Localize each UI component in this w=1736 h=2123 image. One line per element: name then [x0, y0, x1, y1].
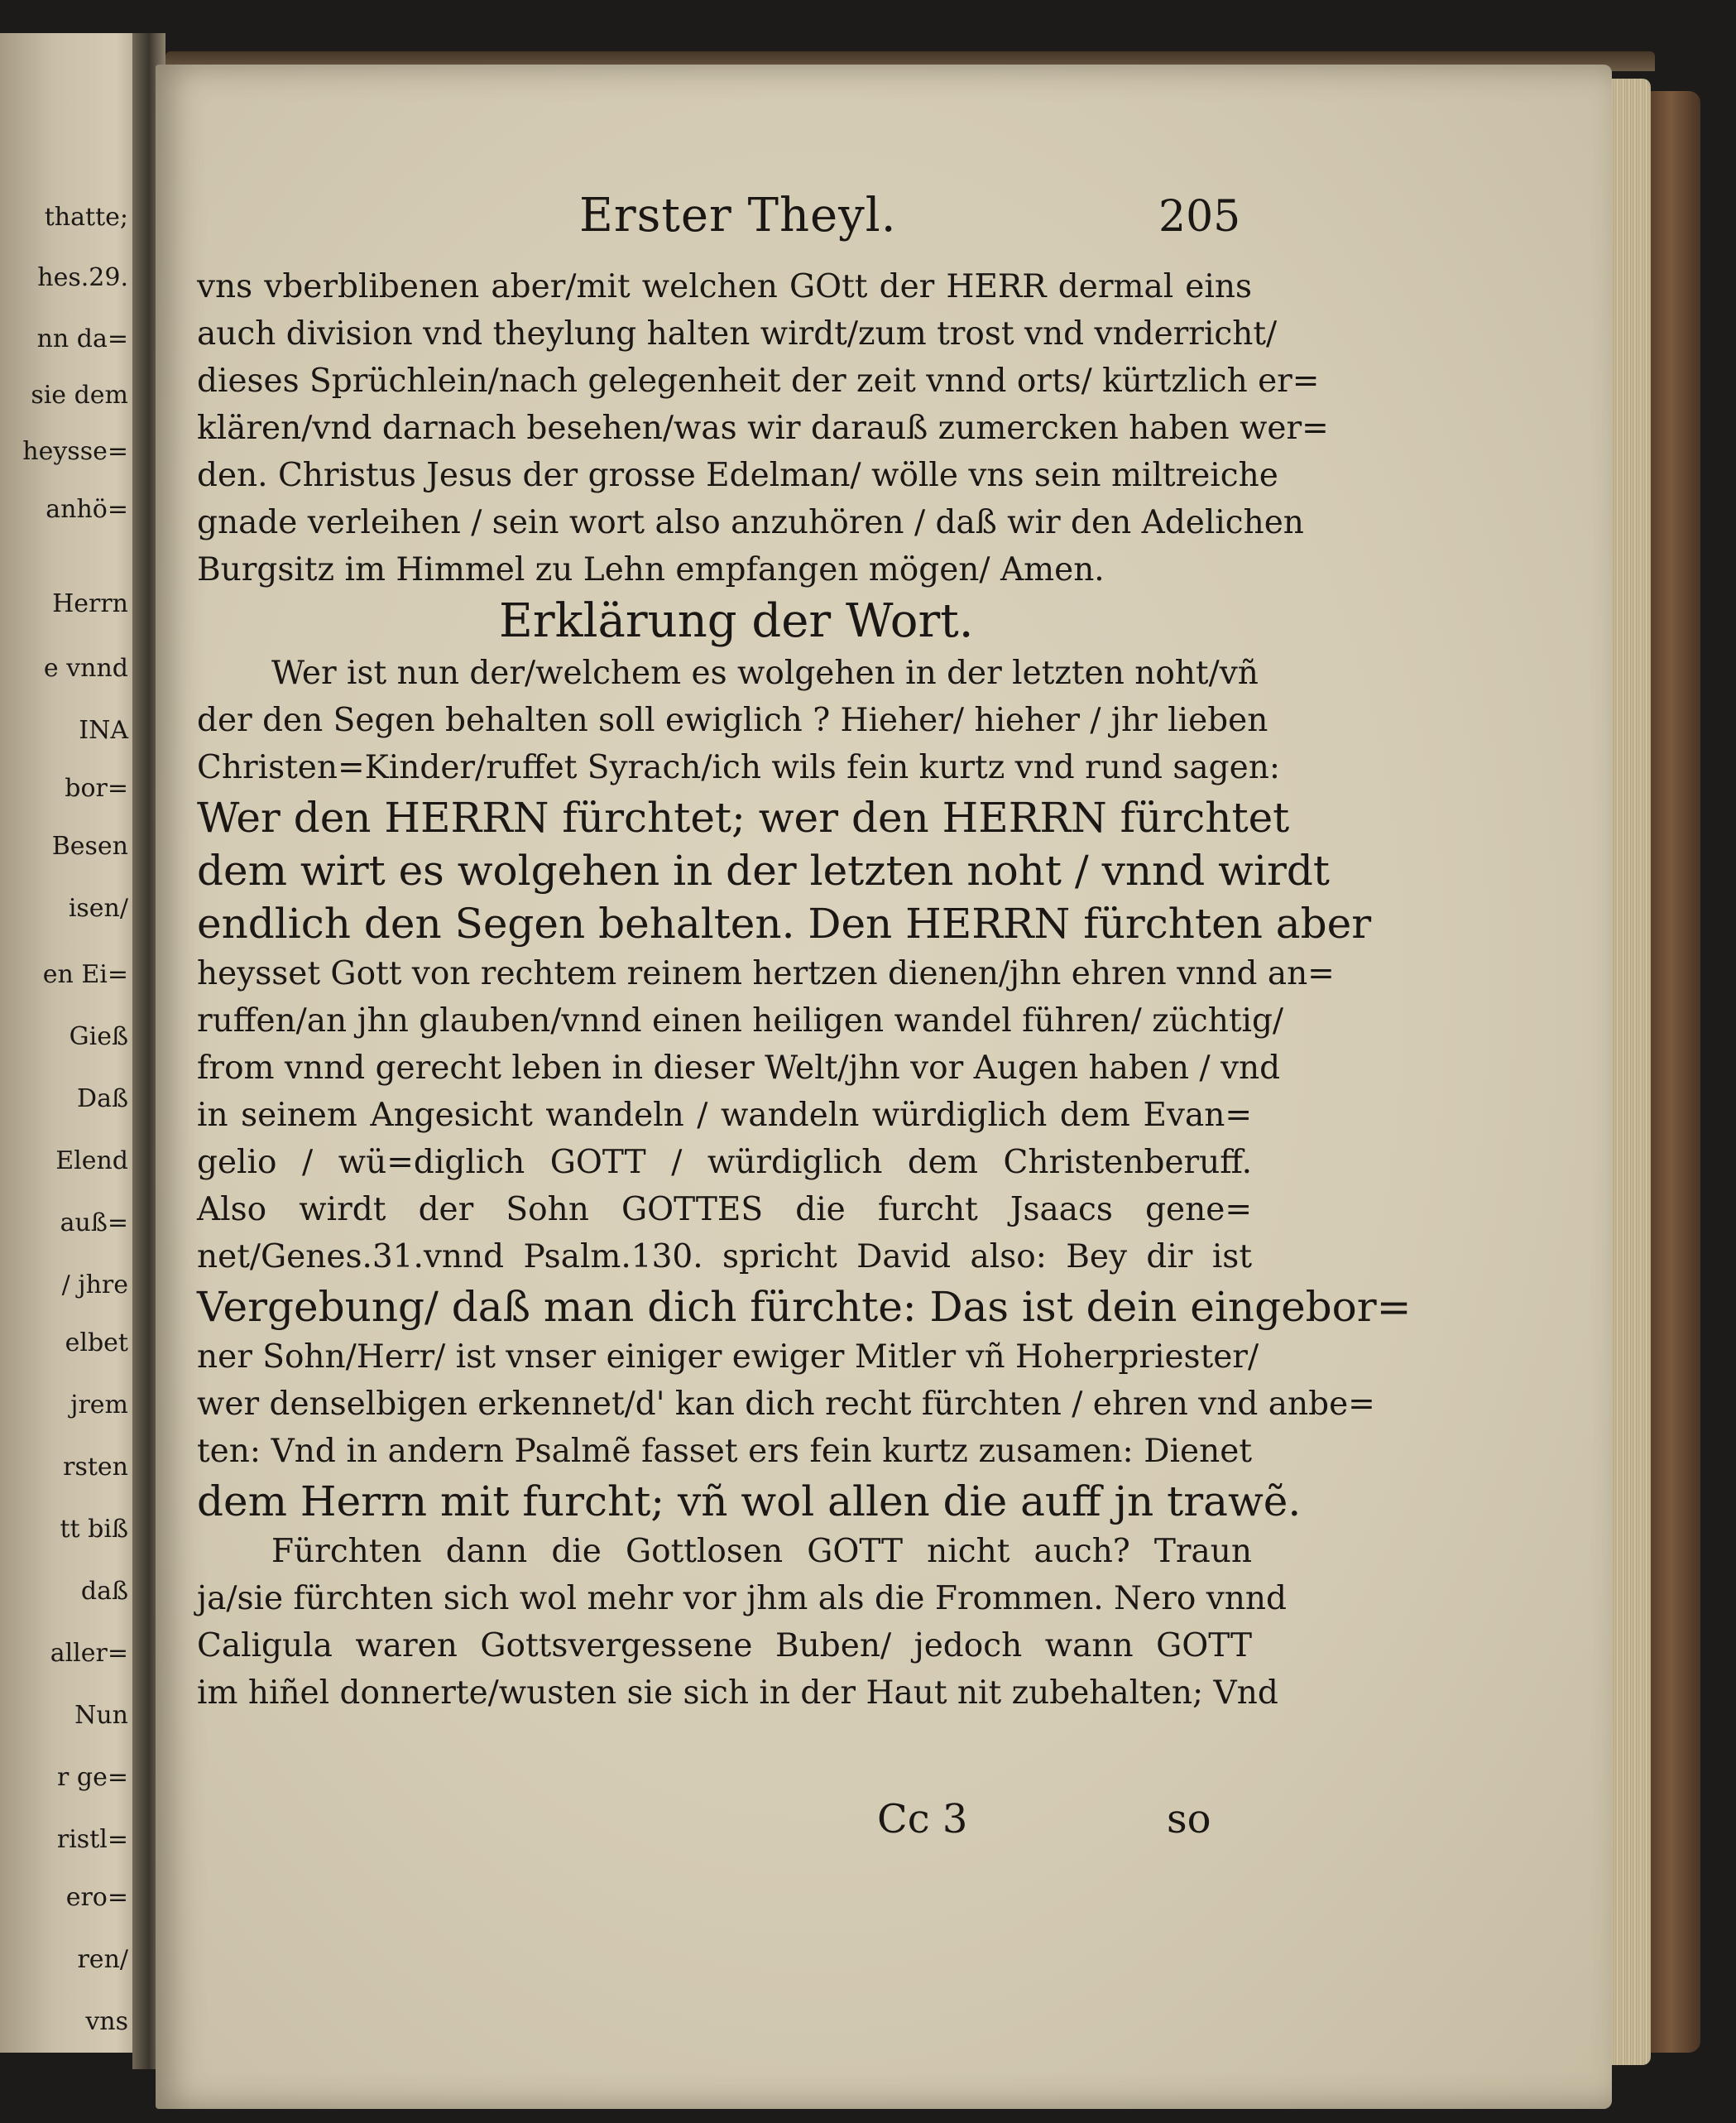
left-page-fragment: jrem — [70, 1391, 128, 1419]
text-line: in seinem Angesicht wandeln / wandeln würdiglich dem Evan= — [197, 1097, 1252, 1134]
text-line: gelio / wü=diglich GOTT / würdiglich dem Christenberuff. — [197, 1144, 1252, 1181]
text-line: endlich den Segen behalten. Den HERRN fürchten aber — [197, 900, 1372, 948]
text-line: ruffen/an jhn glauben/vnnd einen heiligen wandel führen/ züchtig/ — [197, 1002, 1284, 1040]
book-cover-edge — [1651, 91, 1700, 2053]
page-footer — [877, 1796, 1225, 1854]
text-line: den. Christus Jesus der grosse Edelman/ wölle vns sein miltreiche — [197, 457, 1278, 494]
text-line: dieses Sprüchlein/nach gelegenheit der zeit vnnd orts/ kürtzlich er= — [197, 363, 1320, 400]
left-page-fragment: Elend — [55, 1146, 128, 1175]
text-line: gnade verleihen / sein wort also anzuhören / daß wir den Adelichen — [197, 504, 1304, 541]
left-page-fragment: auß= — [60, 1208, 128, 1237]
left-page-fragment: Daß — [77, 1084, 128, 1113]
text-line: from vnnd gerecht leben in dieser Welt/jhn vor Augen haben / vnd — [197, 1049, 1281, 1087]
section-heading: Erklärung der Wort. — [499, 594, 974, 648]
text-line: im hiñel donnerte/wusten sie sich in der Haut nit zubehalten; Vnd — [197, 1674, 1278, 1712]
text-line: Burgsitz im Himmel zu Lehn empfangen mögen/ Amen. — [197, 551, 1105, 588]
text-line: Vergebung/ daß man dich fürchte: Das ist dein eingebor= — [197, 1283, 1412, 1331]
text-line: ten: Vnd in andern Psalmẽ fasset ers fein kurtz zusamen: Dienet — [197, 1433, 1252, 1470]
text-line: ja/sie fürchten sich wol mehr vor jhm als die Frommen. Nero vnnd — [197, 1580, 1287, 1617]
left-page-fragment: bor= — [65, 774, 128, 803]
left-page-fragment: rsten — [63, 1453, 128, 1482]
left-page-fragment: / jhre — [61, 1270, 128, 1299]
left-page-fragment: elbet — [65, 1328, 128, 1357]
catchword: so — [1167, 1796, 1211, 1842]
text-line: Caligula waren Gottsvergessene Buben/ jedoch wann GOTT — [197, 1627, 1252, 1664]
left-page-fragment: hes.29. — [37, 263, 128, 292]
left-page-fragment: ero= — [65, 1883, 128, 1912]
text-line: ner Sohn/Herr/ ist vnser einiger ewiger Mitler vñ Hoherpriester/ — [197, 1338, 1259, 1376]
running-head: Erster Theyl. — [579, 189, 897, 243]
left-page-fragment: INA — [79, 716, 128, 745]
left-page-fragment: vns — [85, 2007, 128, 2036]
text-line: vns vberblibenen aber/mit welchen GOtt der HERR dermal eins — [197, 268, 1252, 305]
text-line: dem wirt es wolgehen in der letzten noht / vnnd wirdt — [197, 847, 1330, 895]
left-page-fragment: en Ei= — [42, 960, 128, 989]
printer-signature: Cc 3 — [877, 1796, 968, 1842]
text-line: heysset Gott von rechtem reinem hertzen dienen/jhn ehren vnnd an= — [197, 955, 1335, 992]
left-page-fragment: isen/ — [68, 894, 128, 923]
page-number: 205 — [1158, 192, 1241, 242]
left-page-fragment: r ge= — [57, 1763, 128, 1792]
text-line: Christen=Kinder/ruffet Syrach/ich wils fein kurtz vnd rund sagen: — [197, 749, 1280, 786]
left-page-fragment: Besen — [51, 832, 128, 861]
text-line: wer denselbigen erkennet/d' kan dich recht fürchten / ehren vnd anbe= — [197, 1386, 1375, 1423]
body-text — [197, 263, 1412, 1717]
text-line: net/Genes.31.vnnd Psalm.130. spricht David also: Bey dir ist — [197, 1238, 1252, 1275]
left-page-fragment: ren/ — [77, 1945, 128, 1974]
text-line: Fürchten dann die Gottlosen GOTT nicht auch? Traun — [271, 1533, 1252, 1570]
left-page-fragment: Gieß — [69, 1022, 128, 1051]
left-page-fragment: e vnnd — [43, 654, 128, 683]
text-line: klären/vnd darnach besehen/was wir darauß zumercken haben wer= — [197, 410, 1329, 447]
text-line: Wer ist nun der/welchem es wolgehen in der letzten noht/vñ — [271, 655, 1259, 692]
left-page-fragment: anhö= — [46, 495, 128, 524]
text-line: Also wirdt der Sohn GOTTES die furcht Jsaacs gene= — [197, 1191, 1252, 1228]
left-page-fragment: thatte; — [44, 203, 128, 232]
page-header — [579, 189, 1258, 247]
left-page-fragment: daß — [80, 1577, 128, 1606]
left-page-fragment: heysse= — [22, 437, 128, 466]
left-page-fragment: ristl= — [56, 1825, 128, 1854]
left-page-fragment: Nun — [74, 1701, 128, 1730]
left-page-fragment: nn da= — [36, 324, 128, 353]
left-page-fragment: tt biß — [60, 1515, 128, 1544]
left-page — [0, 33, 137, 2053]
text-line: Wer den HERRN fürchtet; wer den HERRN fürchtet — [197, 794, 1290, 842]
text-line: der den Segen behalten soll ewiglich ? Hieher/ hieher / jhr lieben — [197, 702, 1268, 739]
left-page-fragment: sie dem — [31, 381, 128, 410]
text-line: dem Herrn mit furcht; vñ wol allen die auff jn trawẽ. — [197, 1477, 1302, 1525]
left-page-fragment: Herrn — [52, 589, 128, 618]
text-line: auch division vnd theylung halten wirdt/zum trost vnd vnderricht/ — [197, 315, 1278, 353]
left-page-fragment: aller= — [50, 1639, 128, 1668]
